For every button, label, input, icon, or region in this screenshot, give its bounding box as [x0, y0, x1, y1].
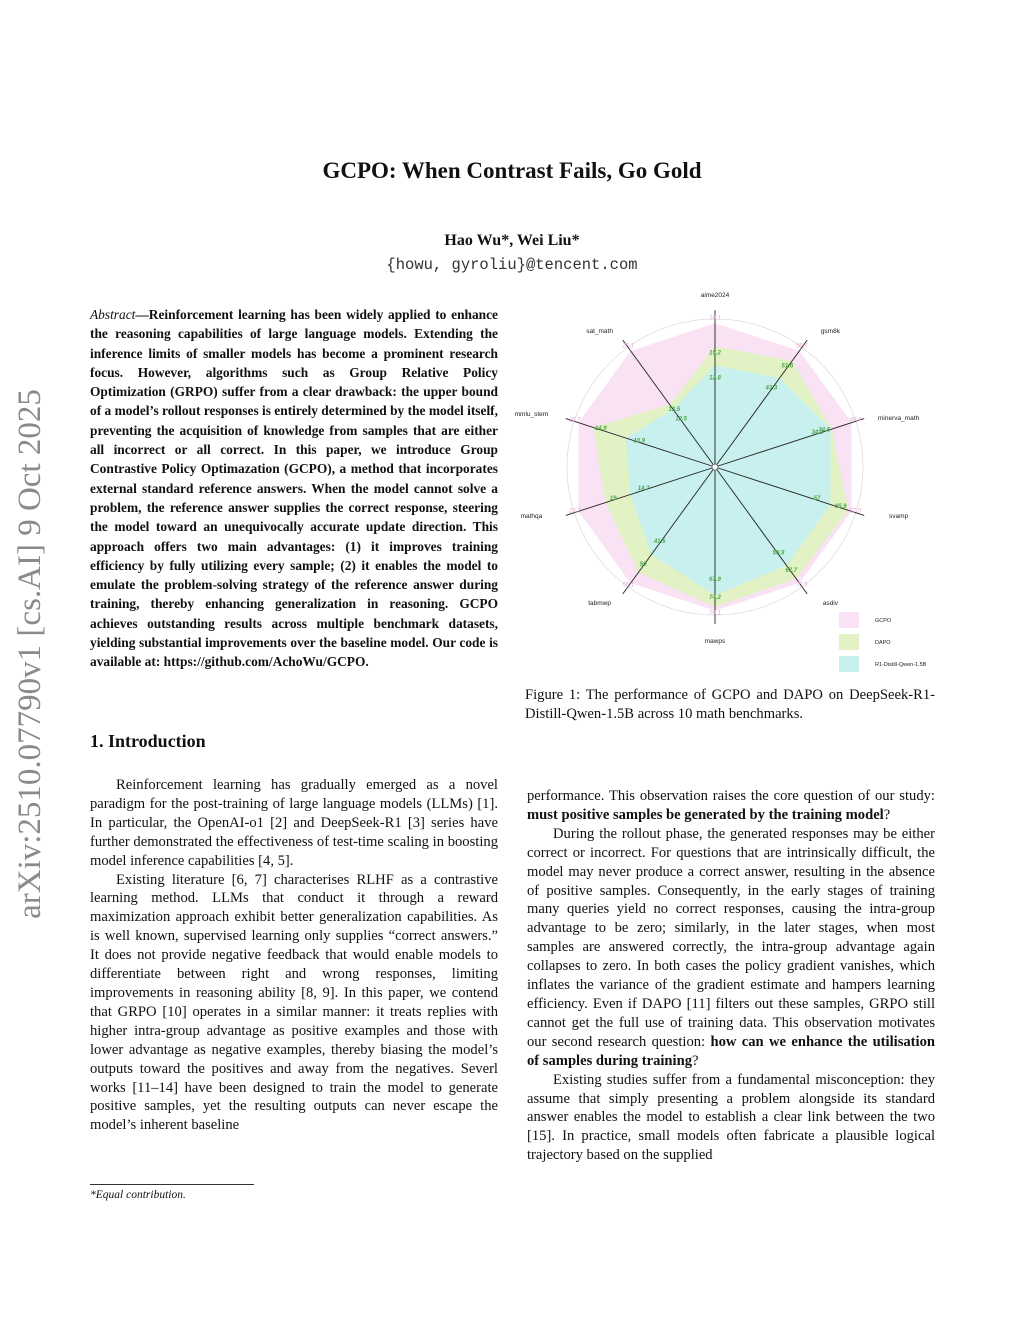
center-point — [712, 464, 718, 470]
value-label: 25.1 — [622, 343, 635, 350]
footnote-rule — [90, 1184, 254, 1185]
axis-label: aime2024 — [700, 292, 730, 300]
paragraph: Existing studies suffer from a fundamental misconception: they assume that simply presenting a problem alongside its standard answer enables the model to establish a clear link between the two [15]. In practice, small models often fabricate a plausible logical trajectory based on the supplied — [527, 1071, 935, 1164]
value-label: 41.5 — [653, 539, 666, 546]
paragraph — [527, 825, 935, 1071]
bold-question: must positive samples be generated by the training model — [527, 806, 884, 823]
legend-label: GCPO — [875, 618, 892, 624]
legend-label: DAPO — [875, 640, 891, 646]
value-label: 56.5 — [795, 343, 808, 350]
axis-label: mawps — [704, 637, 726, 645]
axis-label: mmlu_stem — [514, 410, 549, 418]
value-label: 10.9 — [633, 438, 646, 445]
footnote: *Equal contribution. — [90, 1189, 186, 1201]
value-label: 19 — [609, 496, 617, 503]
text-run: During the rollout phase, the generated responses may be either correct or incorrect. For questions that are intrinsically difficult, the model may never produce a correct answer, resulting in the absence of positive samples. Consequently, in the early stages of training many queries yield no correct responses, causing the intra-group advantage to be zero; similarly, in the later stages, when most samples are answered correctly, the intra-group advantage again collapses to zero. In both cases the policy gradient vanishes, which inflates the variance of the gradient estimate and hampers learning efficiency. Even if DAPO [11] filters out these samples, GRPO still cannot get the full use of training data. This observation motivates our second research question: — [527, 825, 935, 1050]
bold-question: how can we enhance the utilisation of samples during training — [527, 1033, 936, 1069]
paper-title: GCPO: When Contrast Fails, Go Gold — [322, 158, 702, 183]
arxiv-identifier: arXiv:2510.07790v1 [cs.AI] 9 Oct 2025 — [12, 389, 48, 919]
value-label: 57 — [813, 496, 821, 503]
legend-swatch — [839, 634, 859, 650]
axis-label: tabmwp — [588, 600, 611, 608]
text-run: ? — [692, 1052, 699, 1069]
abstract-label: Abstract — [90, 307, 136, 322]
axis-label: minerva_math — [878, 414, 920, 422]
abstract — [90, 305, 498, 672]
paragraph — [527, 787, 935, 825]
value-label: 67.7 — [785, 568, 798, 575]
value-label: 23.7 — [568, 508, 581, 515]
value-label: 59.9 — [772, 550, 785, 557]
value-label: 12.8 — [709, 375, 721, 382]
value-label: 65.9 — [834, 503, 847, 510]
figure-caption: Figure 1: The performance of GCPO and DAPO on DeepSeek-R1-Distill-Qwen-1.5B across 10 math benchmarks. — [525, 687, 935, 722]
paragraph: Reinforcement learning has gradually emerged as a novel paradigm for the post-training of large language models (LLMs) [1]. In particular, the OpenAI-o1 [2] and DeepSeek-R1 [3] series have further demonstrated the effectiveness of test-time scaling in boosting model inference capabilities [4, 5]. — [90, 777, 498, 869]
legend-swatch — [839, 612, 859, 628]
value-label: 50 — [639, 561, 647, 568]
value-label: 34.6 — [818, 427, 831, 434]
legend-label: R1-Distill-Qwen-1.5B — [875, 662, 927, 668]
value-label: 16.7 — [568, 417, 581, 424]
value-label: 67.9 — [709, 577, 721, 584]
section-heading: 1. Introduction — [90, 731, 206, 751]
paragraph: Existing literature [6, 7] characterises RLHF as a contrastive learning method. LLMs that conduct it through a reward maximization approach exhibit better generalization capabilities. As is well known, supervised learning only supplies “correct answers.” It does not provide negative feedback that would enable models to differentiate between right and wrong responses, limiting improvements in reasoning ability [8, 9]. In this paper, we contend that GRPO [10] operates in a similar manner: it treats replies with higher intra-group advantage as positive examples and those with lower advantage as negative examples, thereby biasing the model’s outputs toward the positives and away from the negatives. Severl works [11–14] have been designed to train the model to generate positive samples, yet the resulting outputs can never escape the model’s inherent baseline — [90, 871, 498, 1134]
abstract-text: —Reinforcement learning has been widely applied to enhance the reasoning capabilities of large language models. Extending the inference limits of smaller models has become a prominent research focus. However, algorithms such as Group Relative Policy Optimization (GRPO) suffer from a clear drawback: the upper bound of a model’s rollout responses is entirely determined by the model itself, preventing the acquisition of knowledge from samples that are either all incorrect or all correct. In this paper, we introduce Group Contrastive Policy Optimazation (GCPO), a method that incorporates external standard reference answers. When the model cannot solve a problem, the reference answer supplies the correct response, steering the model toward an unequivocally accurate update direction. This approach offers two main advantages: (1) it improves training efficiency by fully utilizing every sample; (2) it enables the model to emulate the problem-solving strategy of the reference answer during training, thereby enhancing generalization in reasoning. GCPO achieves outstanding results across multiple benchmark datasets, yielding substantial improvements over the baseline model. Our code is available at: https://github.com/AchoWu/GCPO. — [90, 307, 498, 670]
value-label: 43.3 — [765, 385, 778, 392]
value-label: 12.5 — [675, 416, 688, 423]
value-label: 67.5 — [849, 508, 862, 515]
right-column — [527, 787, 935, 1165]
axis-label: svamp — [889, 513, 909, 521]
value-label: 18.1 — [709, 315, 721, 322]
authors: Hao Wu*, Wei Liu* — [444, 232, 580, 249]
value-label: 70.5 — [795, 582, 808, 589]
value-label: 40.4 — [849, 417, 862, 424]
left-column — [90, 776, 498, 1135]
value-label: 76.1 — [709, 610, 721, 617]
radar-chart — [514, 292, 945, 680]
value-label: 51.6 — [781, 363, 794, 370]
value-label: 15.2 — [709, 350, 721, 357]
legend-swatch — [839, 656, 859, 672]
value-label: 74.2 — [709, 595, 721, 601]
value-label: 14.9 — [594, 425, 607, 432]
axis-label: gsm8k — [820, 327, 840, 335]
value-label: 34.2 — [811, 429, 824, 436]
value-label: 14.7 — [637, 486, 650, 493]
value-label: 55.1 — [622, 582, 635, 589]
axis-label: asdiv — [822, 600, 838, 608]
value-label: 13.5 — [668, 407, 681, 413]
axis-label: mathqa — [520, 513, 543, 521]
text-run: ? — [883, 806, 891, 823]
axis-label: sat_math — [586, 327, 613, 335]
text-run: performance. This observation raises the core question of our study: — [527, 788, 935, 804]
author-email: {howu, gyroliu}@tencent.com — [386, 256, 638, 274]
